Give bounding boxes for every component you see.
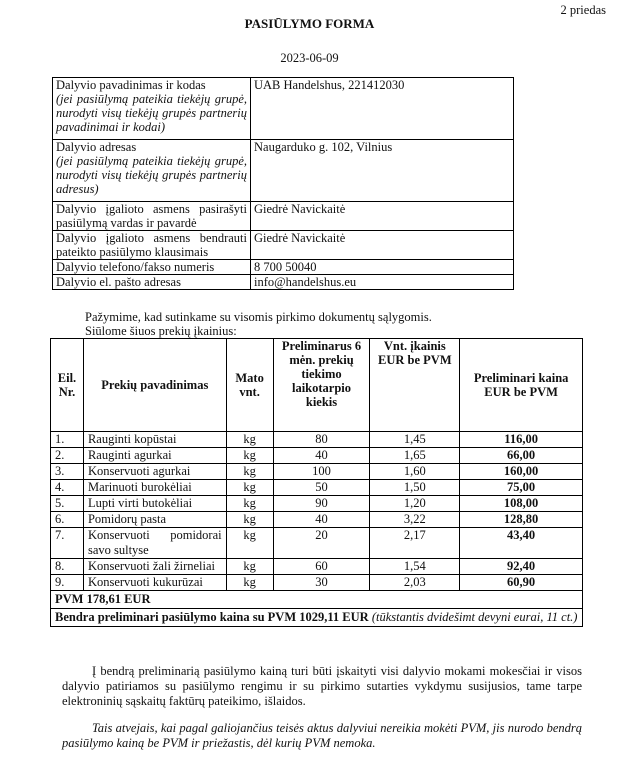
row-no: 3. — [51, 464, 84, 480]
grand-total-in-words: (tūkstantis dvidešimt devyni eurai, 11 ct.) — [371, 610, 578, 624]
info-label-cell — [53, 78, 251, 140]
row-qty: 40 — [273, 512, 370, 528]
row-qty: 20 — [273, 528, 370, 559]
row-qty: 60 — [273, 559, 370, 575]
note-paragraph-costs — [62, 664, 582, 709]
row-name: Konservuoti kukurūzai — [83, 575, 226, 591]
row-unit-price: 1,65 — [370, 448, 460, 464]
row-unit-price: 1,60 — [370, 464, 460, 480]
vat-row — [51, 591, 583, 609]
row-unit: kg — [226, 575, 273, 591]
row-qty: 40 — [273, 448, 370, 464]
note-paragraph-vat-text: Tais atvejais, kai pagal galiojančius teisės aktus dalyviui nereikia mokėti PVM, jis nurodo bendrą pasiūlymo kainą be PVM ir priežastis, dėl kurių PVM nemoka. — [62, 721, 582, 750]
col-header-unit: Mato vnt. — [226, 339, 273, 432]
row-unit-price: 3,22 — [370, 512, 460, 528]
intro-line-2: Siūlome šiuos prekių įkainius: — [85, 324, 237, 338]
row-qty: 100 — [273, 464, 370, 480]
row-qty: 80 — [273, 432, 370, 448]
info-row-name — [53, 78, 514, 140]
grand-total-cell — [51, 609, 583, 627]
intro-text — [85, 310, 432, 338]
info-label-cell — [53, 140, 251, 202]
row-name: Konservuoti agurkai — [83, 464, 226, 480]
row-unit-price: 2,03 — [370, 575, 460, 591]
participant-info-table — [52, 77, 514, 290]
table-row — [51, 512, 583, 528]
signatory-label: Dalyvio įgalioto asmens pasirašyti pasiūlymą vardas ir pavardė — [53, 202, 251, 231]
row-name: Rauginti kopūstai — [83, 432, 226, 448]
col-header-quantity: Preliminarus 6 mėn. prekių tiekimo laikotarpio kiekis — [273, 339, 370, 432]
appendix-label: 2 priedas — [560, 3, 606, 17]
row-total: 116,00 — [460, 432, 583, 448]
participant-name-note: (jei pasiūlymą pateikia tiekėjų grupė, nurodyti visų tiekėjų grupės partnerių pavadinimai ir kodai) — [56, 92, 247, 134]
row-name: Marinuoti burokėliai — [83, 480, 226, 496]
row-no: 8. — [51, 559, 84, 575]
row-total: 43,40 — [460, 528, 583, 559]
contact-person-value: Giedrė Navickaitė — [251, 231, 514, 260]
row-name: Konservuoti pomidorai savo sultyse — [83, 528, 226, 559]
row-total: 92,40 — [460, 559, 583, 575]
row-unit-price: 1,54 — [370, 559, 460, 575]
email-value: info@handelshus.eu — [251, 275, 514, 290]
participant-address-label: Dalyvio adresas — [56, 140, 137, 154]
row-qty: 30 — [273, 575, 370, 591]
email-label: Dalyvio el. pašto adresas — [53, 275, 251, 290]
row-name: Konservuoti žali žirneliai — [83, 559, 226, 575]
row-unit: kg — [226, 512, 273, 528]
contact-person-label: Dalyvio įgalioto asmens bendrauti pateikto pasiūlymo klausimais — [53, 231, 251, 260]
table-row — [51, 559, 583, 575]
intro-line-1: Pažymime, kad sutinkame su visomis pirkimo dokumentų sąlygomis. — [85, 310, 432, 324]
table-row — [51, 496, 583, 512]
row-total: 108,00 — [460, 496, 583, 512]
row-unit-price: 1,20 — [370, 496, 460, 512]
row-name: Pomidorų pasta — [83, 512, 226, 528]
table-header-row — [51, 339, 583, 432]
info-row-contact-person — [53, 231, 514, 260]
participant-address-note: (jei pasiūlymą pateikia tiekėjų grupė, nurodyti visų tiekėjų grupės partnerių adresus) — [56, 154, 247, 196]
row-unit: kg — [226, 496, 273, 512]
col-header-total: Preliminari kaina EUR be PVM — [460, 339, 583, 432]
row-unit-price: 1,50 — [370, 480, 460, 496]
table-row — [51, 464, 583, 480]
signatory-value: Giedrė Navickaitė — [251, 202, 514, 231]
products-price-table — [50, 338, 583, 627]
row-total: 66,00 — [460, 448, 583, 464]
table-row — [51, 432, 583, 448]
table-row — [51, 575, 583, 591]
row-total: 75,00 — [460, 480, 583, 496]
participant-name-label: Dalyvio pavadinimas ir kodas — [56, 78, 206, 92]
row-no: 4. — [51, 480, 84, 496]
row-unit: kg — [226, 559, 273, 575]
row-no: 6. — [51, 512, 84, 528]
row-unit-price: 2,17 — [370, 528, 460, 559]
row-no: 5. — [51, 496, 84, 512]
col-header-unit-price: Vnt. įkainis EUR be PVM — [370, 339, 460, 432]
row-no: 2. — [51, 448, 84, 464]
info-row-address — [53, 140, 514, 202]
row-no: 1. — [51, 432, 84, 448]
info-row-phone — [53, 260, 514, 275]
vat-total: PVM 178,61 EUR — [51, 591, 583, 609]
col-header-no: Eil. Nr. — [51, 339, 84, 432]
row-unit: kg — [226, 448, 273, 464]
row-total: 160,00 — [460, 464, 583, 480]
info-row-email — [53, 275, 514, 290]
row-no: 9. — [51, 575, 84, 591]
row-name: Lupti virti butokėliai — [83, 496, 226, 512]
table-row — [51, 528, 583, 559]
table-row — [51, 480, 583, 496]
row-unit: kg — [226, 480, 273, 496]
table-row — [51, 448, 583, 464]
row-unit: kg — [226, 432, 273, 448]
info-row-signatory — [53, 202, 514, 231]
col-header-name: Prekių pavadinimas — [83, 339, 226, 432]
phone-label: Dalyvio telefono/fakso numeris — [53, 260, 251, 275]
row-unit-price: 1,45 — [370, 432, 460, 448]
note-paragraph-costs-text: Į bendrą preliminarią pasiūlymo kainą turi būti įskaityti visi dalyvio mokami mokesčiai ir visos dalyvio patiriamos su pasiūlymo rengimu ir su pirkimo sutarties vykdymu susijusios, tame tarpe elektroninių sąskaitų faktūrų pateikimo, išlaidos. — [62, 664, 582, 708]
row-unit: kg — [226, 528, 273, 559]
grand-total-row — [51, 609, 583, 627]
row-qty: 50 — [273, 480, 370, 496]
participant-address-value: Naugarduko g. 102, Vilnius — [251, 140, 514, 202]
row-total: 60,90 — [460, 575, 583, 591]
page-title: PASIŪLYMO FORMA — [244, 16, 375, 31]
document-date: 2023-06-09 — [280, 51, 339, 65]
row-name: Rauginti agurkai — [83, 448, 226, 464]
row-unit: kg — [226, 464, 273, 480]
participant-name-value: UAB Handelshus, 221412030 — [251, 78, 514, 140]
grand-total: Bendra preliminari pasiūlymo kaina su PVM 1029,11 EUR — [55, 610, 369, 624]
row-no: 7. — [51, 528, 84, 559]
phone-value: 8 700 50040 — [251, 260, 514, 275]
note-paragraph-vat — [62, 721, 582, 751]
row-total: 128,80 — [460, 512, 583, 528]
row-qty: 90 — [273, 496, 370, 512]
